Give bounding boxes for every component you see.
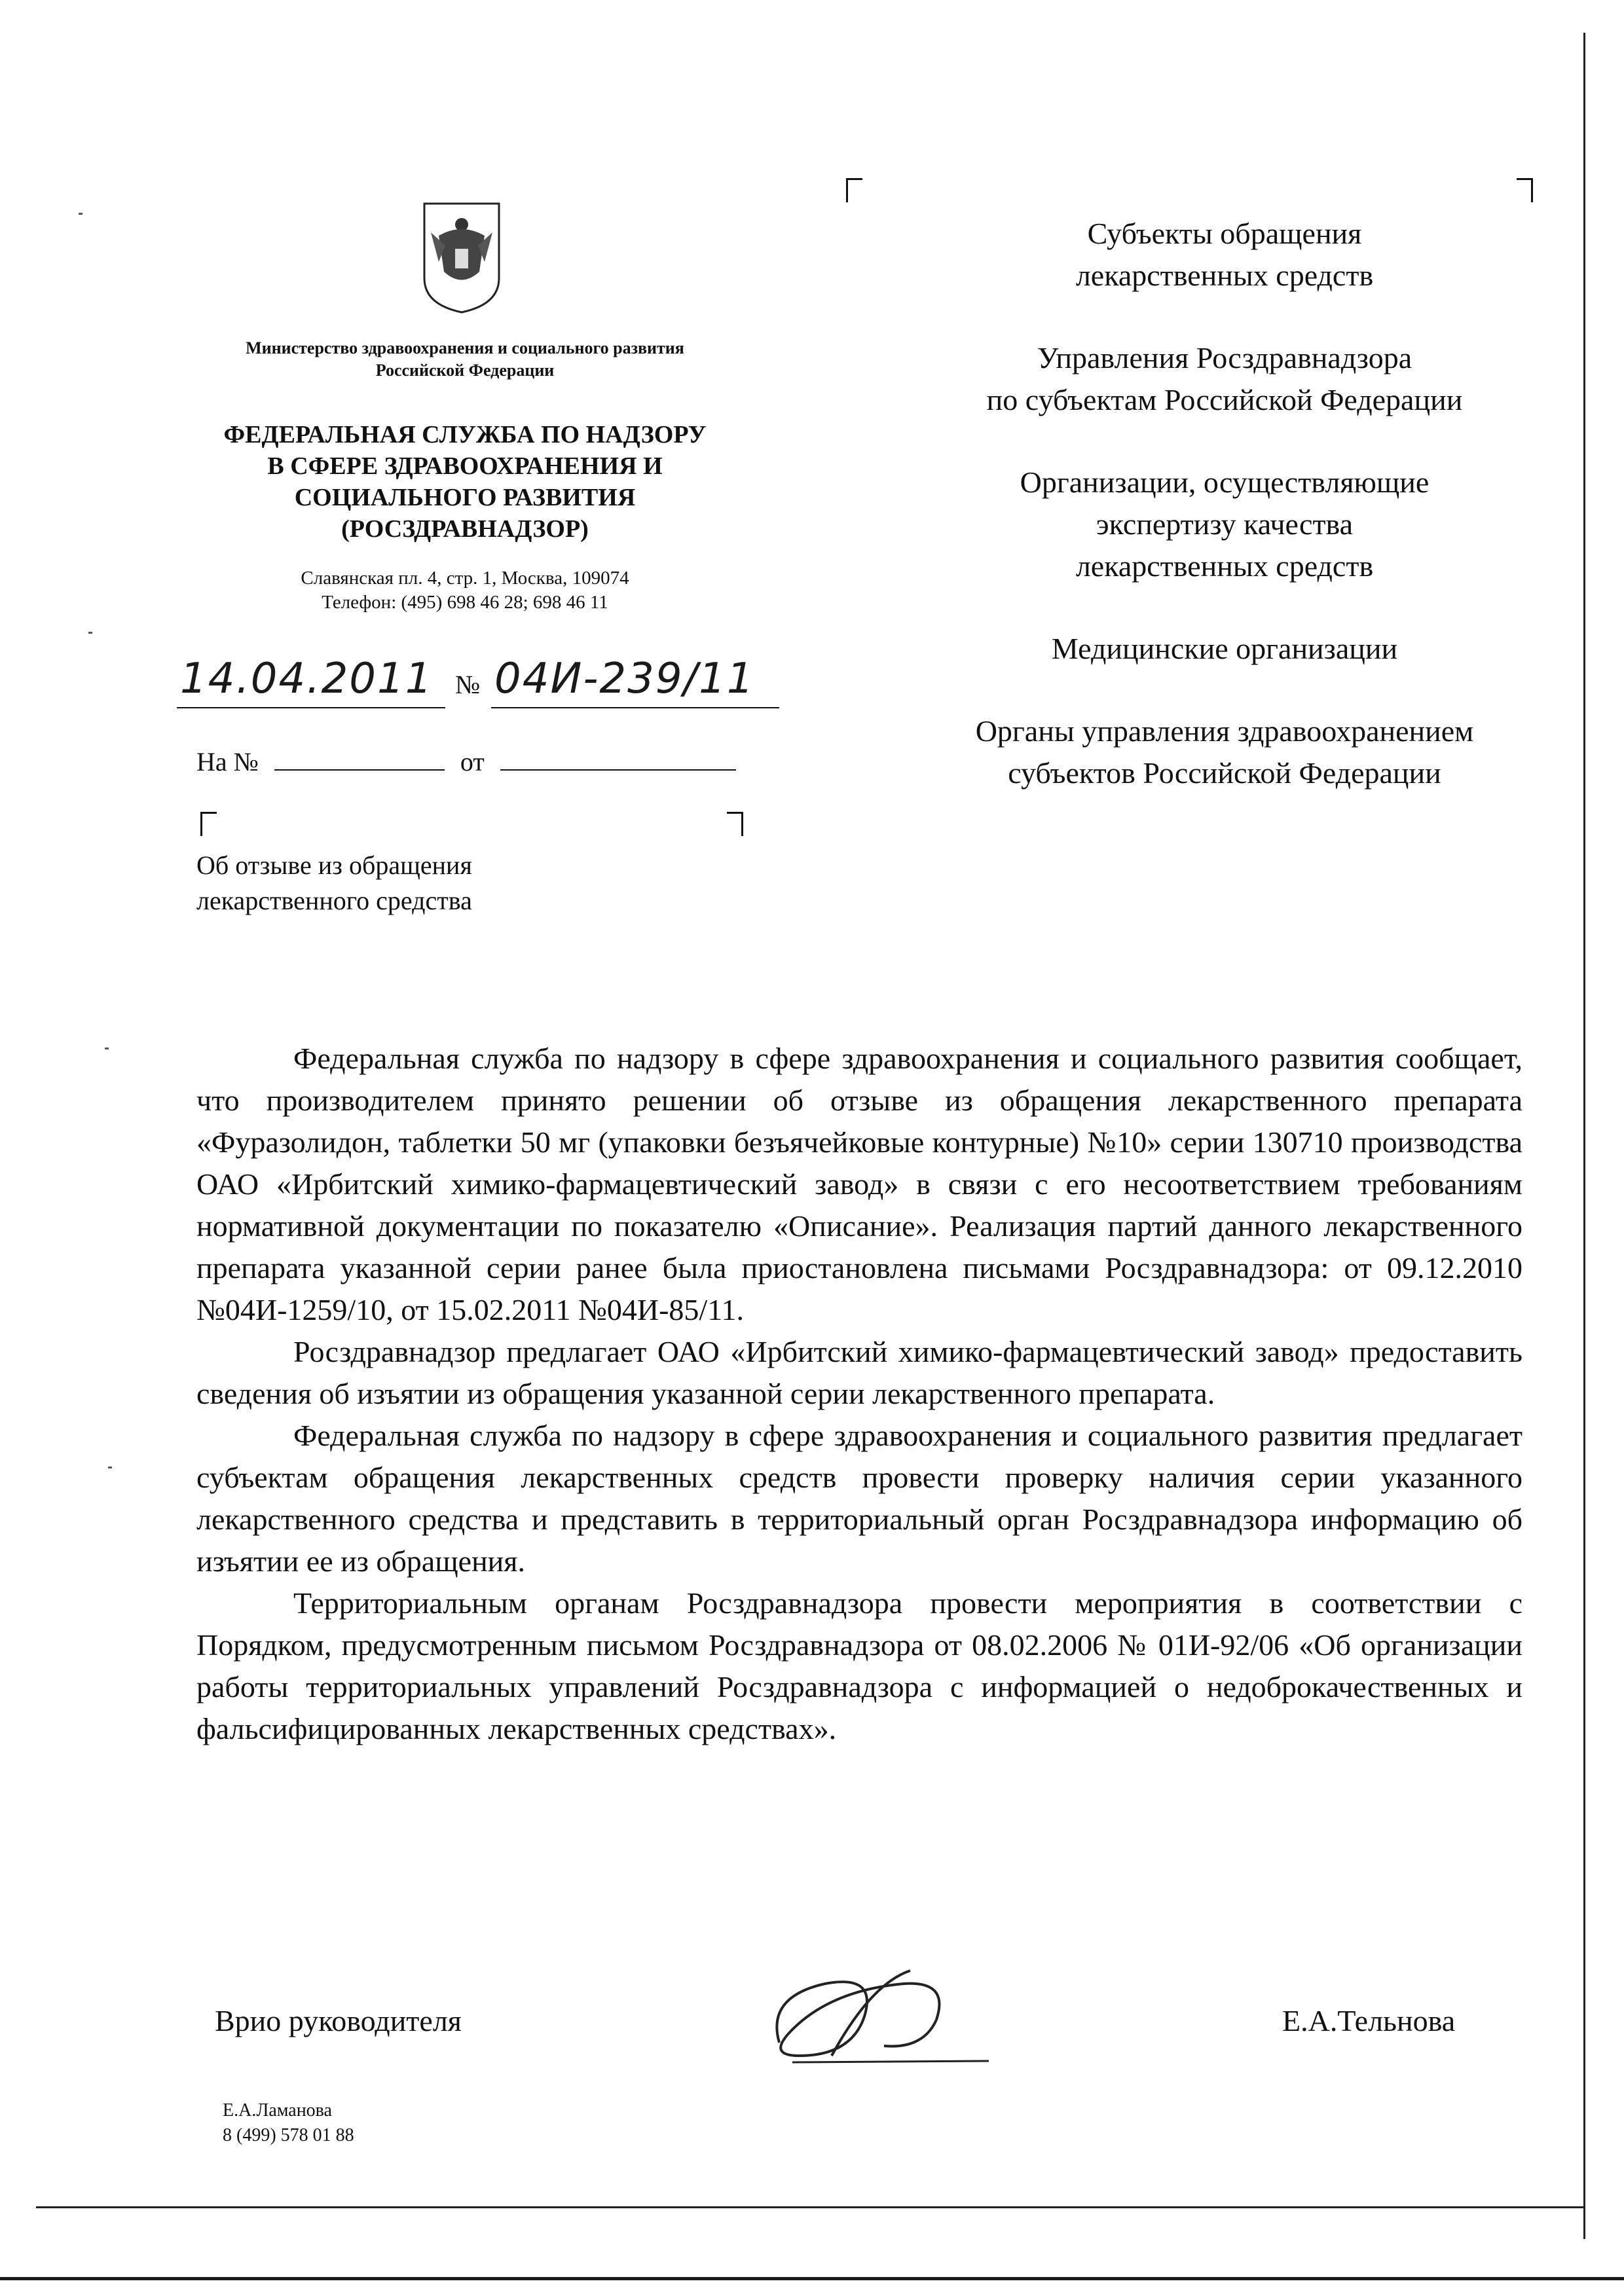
recipients-corner-right [1517,178,1533,202]
recipient-item: Управления Росздравнадзора по субъектам Российской Федерации [986,341,1463,416]
ministry-name: Министерство здравоохранения и социального развития Российской Федерации [246,338,684,380]
scan-speck [88,632,92,634]
number-underline [491,707,779,708]
scan-edge-bottom [36,2206,1585,2208]
scan-speck [79,213,83,215]
phone-line: Телефон: (495) 698 46 28; 698 46 11 [322,592,608,613]
service-line: В СФЕРЕ ЗДРАВООХРАНЕНИЯ И [267,452,663,480]
executor-info [223,2098,354,2148]
ref-number-label: На № [196,747,259,776]
letter-number: 04И-239/11 [494,655,755,703]
subject-corner-left [200,812,217,836]
subject-line: лекарственного средства [196,886,472,915]
recipient-item: Медицинские организации [1051,632,1398,665]
executor-name: Е.А.Ламанова [223,2100,332,2121]
recipient-item: Организации, осуществляющие экспертизу качества лекарственных средств [1020,465,1430,583]
reference-line [196,746,736,777]
recipient-item: Органы управления здравоохранением субъектов Российской Федерации [975,714,1474,790]
letter-date: 14.04.2011 [180,655,434,703]
scan-edge-right [1583,33,1585,2239]
ref-date-label: от [460,747,485,776]
scan-edge-bottom-outer [0,2277,1624,2280]
signer-title: Врио руководителя [215,2004,462,2037]
service-line: СОЦИАЛЬНОГО РАЗВИТИЯ [294,484,636,511]
registration-line [164,655,786,714]
coat-of-arms-emblem [419,200,504,314]
number-label: № [455,670,481,699]
service-line: ФЕДЕРАЛЬНАЯ СЛУЖБА ПО НАДЗОРУ [223,421,707,448]
recipient-item: Субъекты обращения лекарственных средств [1075,217,1374,292]
body-paragraph: Росздравнадзор предлагает ОАО «Ирбитский химико-фармацевтический завод» предоставить сведения об изъятии из обращения указанной серии лекарственного препарата. [196,1335,1522,1410]
recipients-corner-left [846,178,862,202]
service-address [216,566,714,615]
letter-body [196,1038,1522,1750]
body-paragraph: Территориальным органам Росздравнадзора провести мероприятия в соответствии с Порядком, предусмотренным письмом Росздравнадзора от 08.02.2006 № 01И-92/06 «Об организации работы территориальных управлений Росздравнадзора с информацией о недоброкачественных и фальсифицированных лекарственных средствах». [196,1586,1522,1745]
handwritten-signature [753,1958,995,2075]
address-line: Славянская пл. 4, стр. 1, Москва, 109074 [301,568,629,589]
service-line: (РОСЗДРАВНАДЗОР) [341,515,589,543]
scan-speck [105,1048,109,1049]
recipients-list [904,213,1545,835]
service-name [170,419,760,545]
date-underline [177,707,445,708]
signer-name: Е.А.Тельнова [1282,2004,1456,2037]
scan-speck [108,1467,112,1468]
letter-subject [196,848,655,919]
subject-corner-right [727,812,743,836]
body-paragraph: Федеральная служба по надзору в сфере здравоохранения и социального развития предлагает субъектам обращения лекарственных средств провести проверку наличия серии указанного лекарственного средства и представить в территориальный орган Росздравнадзора информацию об изъятии ее из обращения. [196,1419,1522,1578]
executor-phone: 8 (499) 578 01 88 [223,2125,354,2145]
ref-date-blank [500,769,736,771]
body-paragraph: Федеральная служба по надзору в сфере здравоохранения и социального развития сообщает, что производителем принято решении об отзыве из обращения лекарственного препарата «Фуразолидон, таблетки 50 мг (упаковки безъячейковые контурные) №10» серии 130710 производства ОАО «Ирбитский химико-фармацевтический завод» в связи с его несоответствием требованиям нормативной документации по показателю «Описание». Реализация партий данного лекарственного препарата указанной серии ранее была приостановлена письмами Росздравнадзора: от 09.12.2010 №04И-1259/10, от 15.02.2011 №04И-85/11. [196,1042,1522,1326]
subject-line: Об отзыве из обращения [196,850,472,880]
ref-number-blank [274,769,445,771]
